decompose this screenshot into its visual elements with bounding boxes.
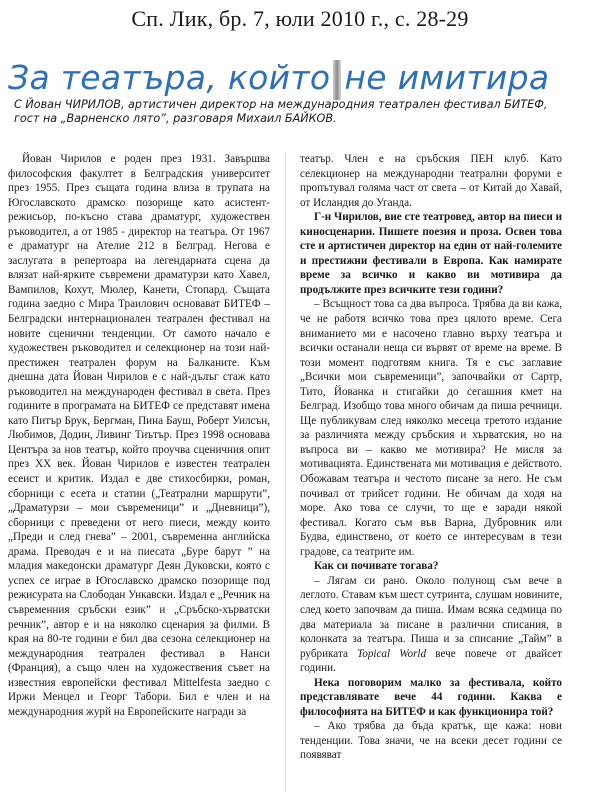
interview-question-2: Как си почивате тогава? — [314, 560, 439, 573]
interview-question-1: Г-н Чирилов, вие сте театровед, автор на пиеси и киносценарии. Пишете поезия и проза. Освен това сте и артистичен директор на един от най-големите и престижни фестивали в Европа. Как намирате време за всичко и какво ви мотивира да продължите през всичките тези години? — [300, 211, 562, 296]
interview-answer-1: – Всъщност това са два въпроса. Трябва да ви кажа, че не работя всичко това през цялото време. Сега вниманието ми е насочено главно върху театъра и всички останали неща си вървят от време на време. В този момент подготвям книга. Тя е със заглавие „Всички мои съвременици”, започвайки от Сартр, Тито, Йованка и стигайки до сегашния кмет на Белград. Изобщо това много обичам да пиша речници. Ще публикувам след няколко месеца третото издание за различията между сръбския и хърватския, но на въпроса ви – какво ме мотивира? Не мисля за мотивацията. Единствената ми мотивация е действото. Обожавам театъра и честото писане за него. Не съм почивал от трийсет години. Не обичам да ходя на море. Ако това се случи, то ще е заради някой фестивал. Когато съм във Варна, Дубровник или Будва, единствено, от което се интересувам в тези градове, са театрите им. — [300, 298, 562, 558]
left-column — [8, 152, 270, 796]
source-caption: Сп. Лик, бр. 7, юли 2010 г., с. 28-29 — [131, 6, 469, 31]
page-fold — [333, 60, 341, 100]
interview-answer-3: – Ако трябва да бъда кратък, ще кажа: нови тенденции. Това значи, че на всеки десет години се появяват — [300, 720, 562, 762]
interview-answer-2 — [300, 574, 562, 676]
biography-continuation: театър. Член е на сръбския ПЕН клуб. Като селекционер на международни театрални форуми е пропътувал голяма част от света – от Китай до Хавай, от Исландия до Уганда. — [300, 153, 562, 209]
headline-part-2: не имитира — [344, 58, 550, 97]
biography-paragraph: Йован Чирилов е роден през 1931. Завършва философския факултет в Белградския университет през 1955. През същата година влиза в трупата на Югославското драмско позорище като асистент-режисьор, по-късно става драматург, художествен ръководител, а от 1985 - директор на театъра. От 1967 е драматург на Ателие 212 в Белград. Негова е заслугата в репертоара на легендарната сцена да влязат най-ярките съвремени драматурзи като Хавел, Вампилов, Кохут, Мюлер, Канети, Стопард. Същата година заедно с Мира Траилович основават БИТЕФ – Белградски интернационален театрален фестивал на новите сценични тенденции. От самото начало е художествен ръководител и селекционер на този най-престижен театрален форум на Балканите. Към днешна дата Йован Чирилов е с най-дълъг стаж като ръководител на международен фестивал в света. През годините в програмата на БИТЕФ се представят имена като Питър Брук, Бергман, Пина Бауш, Роберт Уилсън, Любимов, Додин, Ливинг Тиътър. През 1998 основава Центъра за нов театър, който проучва сценичния опит през ХХ век. Йован Чирилов е известен театрален есеист и критик. Издал е две стихосбирки, роман, сборници с есета и статии („Театрални маршрути”, „Драматурзи – мои съвременици” и „Дневници”), сборници с преведени от него пиеси, между които „Преди и след гнева” – 2001, съвременна английска драма. Преводач е и на пиесата „Буре барут ” на младия македонски драматург Деян Дуковски, която с успех се играе в Югославско драмско позорище под режисурата на Слободан Ункавски. Издал е „Речник на съвременния сръбски език” и „Сръбско-хърватски речник”, автор е и на няколко сценария за филми. В края на 80-те години е бил два сезона селекционер на международния театрален фестивал в Нанси (Франция), а също член на художествения съвет на известния европейски фестивал Mittelfesta заедно с Иржи Менцел и Георг Табори. Бил е член и на международния журй на Европейските награди за — [8, 153, 270, 718]
article-lede: С Йован ЧИРИЛОВ, артистичен директор на международния театрален фестивал БИТЕФ, гост на „Варненско лято”, разговаря Михаил БАЙКОВ. — [14, 98, 548, 125]
headline-part-1: За театъра, който — [8, 58, 331, 97]
column-gutter — [285, 152, 286, 792]
answer-2-rubric: Topical World — [357, 647, 427, 660]
article-headline — [8, 58, 549, 100]
right-column — [300, 152, 562, 796]
interview-question-3: Нека поговорим малко за фестивала, който представлявате вече 44 години. Каква е философията на БИТЕФ и как функционира той? — [300, 676, 562, 718]
answer-2-text-after: вече повече от двайсет години. — [300, 647, 562, 675]
answer-2-text-before: – Лягам си рано. Около полунощ съм вече в леглото. Ставам към шест сутринта, слушам новините, след което започвам да пиша. Имам всяка седмица по два материала за писане в различни списания, в колонката за театъра. Пиша и за списание „Тайм” в рубриката — [300, 574, 562, 660]
